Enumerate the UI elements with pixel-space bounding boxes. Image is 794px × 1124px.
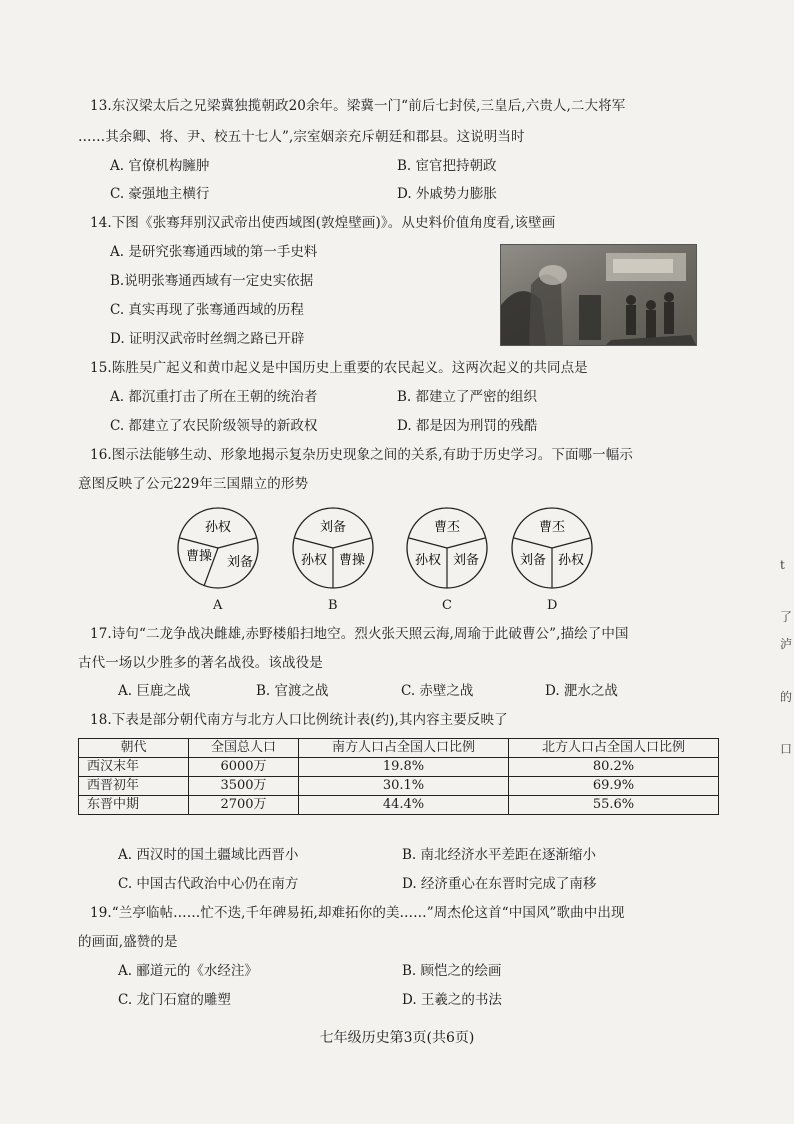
q17-option-c: C. 赤壁之战	[401, 683, 474, 699]
diagram-a-divider	[180, 538, 218, 548]
q14-option-a: A. 是研究张骞通西域的第一手史料	[110, 244, 318, 260]
q19-stem-line1: 19.“兰亭临帖……忙不迭,千年碑易拓,却难拓你的美……”周杰伦这首“中国风”歌曲中出现	[90, 905, 625, 921]
diagram-d-top-label: 曹丕	[538, 520, 566, 535]
table-cell-dynasty: 西晋初年	[79, 777, 189, 796]
edge-mark: 了	[780, 610, 793, 624]
q17-stem-line1: 17.诗句“二龙争战决雌雄,赤野楼船扫地空。烈火张天照云海,周瑜于此破曹公”,描绘了中国	[90, 626, 629, 642]
table-row	[79, 777, 719, 796]
population-table	[78, 738, 719, 815]
q18-option-a: A. 西汉时的国土疆域比西晋小	[118, 847, 299, 863]
diagram-d	[512, 508, 592, 588]
table-header-row	[79, 739, 719, 758]
q15-stem: 15.陈胜吴广起义和黄巾起义是中国历史上重要的农民起义。这两次起义的共同点是	[90, 360, 588, 376]
diagram-d-letter: D	[547, 598, 558, 613]
edge-mark: t	[780, 558, 785, 572]
table-cell: 44.4%	[299, 796, 509, 815]
edge-mark: 口	[780, 742, 793, 756]
table-header: 北方人口占全国人口比例	[509, 739, 719, 758]
q13-option-d: D. 外戚势力膨胀	[397, 186, 497, 202]
diagram-d-right-label: 孙权	[557, 553, 585, 568]
table-header: 全国总人口	[189, 739, 299, 758]
q18-option-c: C. 中国古代政治中心仍在南方	[118, 876, 299, 892]
diagram-a-top-label: 孙权	[204, 520, 232, 535]
q14-option-d: D. 证明汉武帝时丝绸之路已开辟	[110, 331, 305, 347]
q18-stem: 18.下表是部分朝代南方与北方人口比例统计表(约),其内容主要反映了	[90, 712, 508, 728]
table-row	[79, 758, 719, 777]
diagram-c-divider	[409, 538, 447, 548]
diagram-c	[407, 508, 487, 588]
q15-option-d: D. 都是因为刑罚的残酷	[397, 418, 538, 434]
diagram-b	[293, 508, 373, 588]
q13-stem-line1: 13.东汉梁太后之兄梁冀独揽朝政20余年。梁冀一门“前后七封侯,三皇后,六贵人,二大将军	[90, 98, 626, 114]
diagram-c-divider	[447, 538, 485, 548]
diagram-a-divider	[218, 538, 256, 548]
q19-stem-line2: 的画面,盛赞的是	[78, 934, 178, 950]
table-cell: 30.1%	[299, 777, 509, 796]
diagram-b-left-label: 孙权	[300, 553, 328, 568]
q14-option-c: C. 真实再现了张骞通西域的历程	[110, 302, 304, 318]
table-cell: 3500万	[189, 777, 299, 796]
q13-option-c: C. 豪强地主横行	[110, 186, 210, 202]
diagram-c-left-label: 孙权	[414, 553, 442, 568]
q14-option-b: B.说明张骞通西域有一定史实依据	[110, 273, 314, 289]
diagram-a-left-label: 曹操	[185, 549, 213, 564]
q17-option-b: B. 官渡之战	[256, 683, 329, 699]
diagram-a-right-label: 刘备	[226, 555, 254, 570]
q16-stem-line1: 16.图示法能够生动、形象地揭示复杂历史现象之间的关系,有助于历史学习。下面哪一幅示	[90, 447, 633, 463]
mural-illustration	[501, 245, 696, 345]
diagram-c-letter: C	[442, 598, 452, 613]
q19-option-c: C. 龙门石窟的雕塑	[118, 992, 231, 1008]
q14-stem: 14.下图《张骞拜别汉武帝出使西域图(敦煌壁画)》。从史料价值角度看,该壁画	[90, 215, 556, 231]
page-footer: 七年级历史第3页(共6页)	[319, 1030, 475, 1046]
q16-stem-line2: 意图反映了公元229年三国鼎立的形势	[78, 476, 309, 492]
diagram-c-top-label: 曹丕	[433, 520, 461, 535]
q13-option-a: A. 官僚机构臃肿	[110, 158, 210, 174]
q17-option-d: D. 淝水之战	[545, 683, 618, 699]
table-cell-dynasty: 东晋中期	[79, 796, 189, 815]
q15-option-b: B. 都建立了严密的组织	[397, 389, 538, 405]
table-header: 朝代	[79, 739, 189, 758]
edge-mark: 泸	[780, 637, 793, 651]
diagram-d-divider	[552, 538, 590, 548]
edge-mark: 的	[780, 690, 793, 704]
q15-option-a: A. 都沉重打击了所在王朝的统治者	[110, 389, 318, 405]
table-cell-dynasty: 西汉末年	[79, 758, 189, 777]
diagram-b-divider	[295, 538, 333, 548]
q15-option-c: C. 都建立了农民阶级领导的新政权	[110, 418, 318, 434]
table-cell: 6000万	[189, 758, 299, 777]
q19-option-a: A. 郦道元的《水经注》	[118, 963, 258, 979]
q19-option-d: D. 王羲之的书法	[402, 992, 502, 1008]
diagram-d-left-label: 刘备	[519, 553, 547, 568]
diagram-a-letter: A	[213, 598, 223, 613]
table-cell: 2700万	[189, 796, 299, 815]
three-kingdoms-diagrams	[165, 498, 595, 598]
table-cell: 80.2%	[509, 758, 719, 777]
q13-option-b: B. 宦官把持朝政	[397, 158, 497, 174]
table-cell: 69.9%	[509, 777, 719, 796]
q13-stem-line2: ……其余卿、将、尹、校五十七人”,宗室姻亲充斥朝廷和郡县。这说明当时	[78, 129, 525, 145]
diagram-d-divider	[514, 538, 552, 548]
q17-option-a: A. 巨鹿之战	[118, 683, 191, 699]
diagram-b-right-label: 曹操	[338, 553, 366, 568]
table-cell: 55.6%	[509, 796, 719, 815]
diagram-a	[178, 508, 258, 588]
q17-stem-line2: 古代一场以少胜多的著名战役。该战役是	[78, 655, 323, 671]
diagram-b-divider	[333, 538, 371, 548]
table-cell: 19.8%	[299, 758, 509, 777]
table-row	[79, 796, 719, 815]
table-header: 南方人口占全国人口比例	[299, 739, 509, 758]
q18-option-d: D. 经济重心在东晋时完成了南移	[402, 876, 597, 892]
q18-option-b: B. 南北经济水平差距在逐渐缩小	[402, 847, 597, 863]
diagram-c-right-label: 刘备	[452, 553, 480, 568]
diagram-b-letter: B	[328, 598, 338, 613]
dunhuang-mural-image	[500, 244, 697, 346]
diagram-b-top-label: 刘备	[319, 520, 347, 535]
q19-option-b: B. 顾恺之的绘画	[402, 963, 502, 979]
